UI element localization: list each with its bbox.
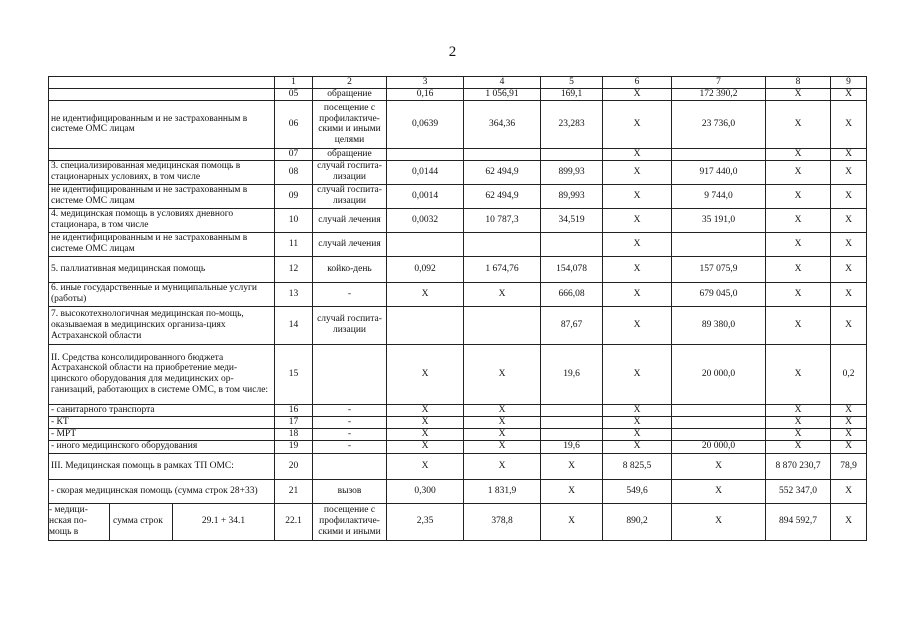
col3-cell: 0,0639 xyxy=(387,100,464,148)
row-code: 17 xyxy=(275,416,313,428)
col5-cell: 89,993 xyxy=(541,184,603,208)
col9-cell: X xyxy=(831,503,867,540)
col5-cell xyxy=(541,148,603,160)
col9-cell: X xyxy=(831,428,867,440)
row-name: II. Средства консолидированного бюджета Астраханской области на приобретение меди-цинского оборудования для медицинских ор-ганизаций, работающих в системе ОМС, в том числе: xyxy=(49,344,275,404)
table-row xyxy=(49,306,867,344)
col5-cell: 23,283 xyxy=(541,100,603,148)
col7-cell xyxy=(672,428,766,440)
table-row xyxy=(49,344,867,404)
row-name xyxy=(49,148,275,160)
col7-cell: X xyxy=(672,503,766,540)
row-name: III. Медицинская помощь в рамках ТП ОМС: xyxy=(49,453,275,479)
col6-cell: X xyxy=(603,100,672,148)
row-code: 15 xyxy=(275,344,313,404)
col8-cell: X xyxy=(766,148,831,160)
table-row xyxy=(49,232,867,256)
table-row xyxy=(49,208,867,232)
col9-cell: X xyxy=(831,404,867,416)
row-code: 19 xyxy=(275,440,313,453)
col3-cell: X xyxy=(387,453,464,479)
col6-cell: X xyxy=(603,344,672,404)
col3-cell: 0,16 xyxy=(387,89,464,101)
unit-cell: посещение с профилактиче-скими и иными xyxy=(313,503,387,540)
col3-cell: X xyxy=(387,440,464,453)
col9-cell: X xyxy=(831,148,867,160)
sub-cell-a: - медици-нская по-мощь в xyxy=(49,505,88,538)
col5-cell xyxy=(541,404,603,416)
col8-cell: X xyxy=(766,416,831,428)
col7-cell: 917 440,0 xyxy=(672,160,766,184)
row-code: 12 xyxy=(275,256,313,282)
column-header-0 xyxy=(49,77,275,89)
row-name: 5. паллиативная медицинская помощь xyxy=(49,256,275,282)
row-name: - скорая медицинская помощь (сумма строк 28+33) xyxy=(49,479,275,503)
col4-cell: 62 494,9 xyxy=(464,184,541,208)
col6-cell: X xyxy=(603,184,672,208)
col4-cell: X xyxy=(464,404,541,416)
unit-cell: койко-день xyxy=(313,256,387,282)
row-code: 06 xyxy=(275,100,313,148)
col5-cell xyxy=(541,428,603,440)
col3-cell: X xyxy=(387,344,464,404)
unit-cell: - xyxy=(313,282,387,306)
col8-cell: X xyxy=(766,344,831,404)
col7-cell: X xyxy=(672,453,766,479)
col7-cell: X xyxy=(672,479,766,503)
col7-cell: 172 390,2 xyxy=(672,89,766,101)
col9-cell: X xyxy=(831,100,867,148)
col8-cell: 8 870 230,7 xyxy=(766,453,831,479)
col7-cell: 23 736,0 xyxy=(672,100,766,148)
col4-cell: X xyxy=(464,282,541,306)
col8-cell: X xyxy=(766,184,831,208)
unit-cell: случай лечения xyxy=(313,208,387,232)
col9-cell: X xyxy=(831,232,867,256)
table-row xyxy=(49,440,867,453)
column-header-2: 2 xyxy=(313,77,387,89)
column-header-6: 6 xyxy=(603,77,672,89)
col9-cell: X xyxy=(831,306,867,344)
column-header-9: 9 xyxy=(831,77,867,89)
col9-cell: X xyxy=(831,89,867,101)
unit-cell: случай госпита-лизации xyxy=(313,160,387,184)
col8-cell: X xyxy=(766,404,831,416)
budget-table xyxy=(48,76,867,541)
col6-cell: X xyxy=(603,256,672,282)
col5-cell: 899,93 xyxy=(541,160,603,184)
unit-cell: - xyxy=(313,440,387,453)
col6-cell: 8 825,5 xyxy=(603,453,672,479)
col6-cell: X xyxy=(603,160,672,184)
col6-cell: X xyxy=(603,428,672,440)
col6-cell: X xyxy=(603,282,672,306)
col7-cell: 157 075,9 xyxy=(672,256,766,282)
col7-cell xyxy=(672,232,766,256)
col6-cell: X xyxy=(603,89,672,101)
col9-cell: X xyxy=(831,440,867,453)
col7-cell: 35 191,0 xyxy=(672,208,766,232)
col4-cell: 364,36 xyxy=(464,100,541,148)
col5-cell xyxy=(541,416,603,428)
col6-cell: X xyxy=(603,232,672,256)
row-code: 13 xyxy=(275,282,313,306)
row-code: 20 xyxy=(275,453,313,479)
col9-cell: X xyxy=(831,282,867,306)
col6-cell: X xyxy=(603,148,672,160)
col5-cell: X xyxy=(541,453,603,479)
col3-cell: X xyxy=(387,404,464,416)
table-row xyxy=(49,148,867,160)
col3-cell xyxy=(387,306,464,344)
col4-cell xyxy=(464,232,541,256)
col3-cell: X xyxy=(387,428,464,440)
col5-cell xyxy=(541,232,603,256)
col5-cell: 19,6 xyxy=(541,344,603,404)
col7-cell xyxy=(672,416,766,428)
col6-cell: X xyxy=(603,416,672,428)
col4-cell: X xyxy=(464,344,541,404)
col9-cell: 0,2 xyxy=(831,344,867,404)
col3-cell xyxy=(387,232,464,256)
row-name: 4. медицинская помощь в условиях дневного стационара, в том числе xyxy=(49,208,275,232)
row-code: 18 xyxy=(275,428,313,440)
col8-cell: X xyxy=(766,232,831,256)
col9-cell: 78,9 xyxy=(831,453,867,479)
col7-cell: 89 380,0 xyxy=(672,306,766,344)
column-header-5: 5 xyxy=(541,77,603,89)
col6-cell: X xyxy=(603,404,672,416)
row-name xyxy=(49,89,275,101)
unit-cell xyxy=(313,344,387,404)
col9-cell: X xyxy=(831,160,867,184)
unit-cell: обращение xyxy=(313,148,387,160)
table-row xyxy=(49,416,867,428)
sub-cell-b: сумма строк xyxy=(109,504,173,540)
col7-cell: 679 045,0 xyxy=(672,282,766,306)
row-name: не идентифицированным и не застрахованным в системе ОМС лицам xyxy=(49,184,275,208)
table-row xyxy=(49,428,867,440)
table-row xyxy=(49,89,867,101)
col5-cell: 154,078 xyxy=(541,256,603,282)
col3-cell: X xyxy=(387,282,464,306)
column-header-8: 8 xyxy=(766,77,831,89)
col8-cell: X xyxy=(766,89,831,101)
column-header-1: 1 xyxy=(275,77,313,89)
unit-cell: посещение с профилактиче-скими и иными целями xyxy=(313,100,387,148)
row-code: 10 xyxy=(275,208,313,232)
row-name: - МРТ xyxy=(49,428,275,440)
col4-cell: 10 787,3 xyxy=(464,208,541,232)
col9-cell: X xyxy=(831,184,867,208)
col3-cell: 0,300 xyxy=(387,479,464,503)
table-row xyxy=(49,100,867,148)
table-row xyxy=(49,160,867,184)
col4-cell: 1 056,91 xyxy=(464,89,541,101)
col5-cell: 87,67 xyxy=(541,306,603,344)
col6-cell: 890,2 xyxy=(603,503,672,540)
row-name: - санитарного транспорта xyxy=(49,404,275,416)
row-code: 08 xyxy=(275,160,313,184)
row-code: 16 xyxy=(275,404,313,416)
col8-cell: X xyxy=(766,282,831,306)
col8-cell: X xyxy=(766,160,831,184)
row-code: 11 xyxy=(275,232,313,256)
row-name: не идентифицированным и не застрахованным в системе ОМС лицам xyxy=(49,100,275,148)
col4-cell xyxy=(464,148,541,160)
row-code: 05 xyxy=(275,89,313,101)
column-header-7: 7 xyxy=(672,77,766,89)
col3-cell: 0,0032 xyxy=(387,208,464,232)
row-code: 07 xyxy=(275,148,313,160)
col5-cell: X xyxy=(541,479,603,503)
col4-cell: X xyxy=(464,440,541,453)
col7-cell xyxy=(672,404,766,416)
col7-cell: 9 744,0 xyxy=(672,184,766,208)
unit-cell: случай госпита-лизации xyxy=(313,306,387,344)
col4-cell: X xyxy=(464,416,541,428)
col6-cell: 549,6 xyxy=(603,479,672,503)
table-row xyxy=(49,184,867,208)
col9-cell: X xyxy=(831,208,867,232)
col5-cell: 34,519 xyxy=(541,208,603,232)
col7-cell: 20 000,0 xyxy=(672,440,766,453)
column-header-3: 3 xyxy=(387,77,464,89)
col4-cell xyxy=(464,306,541,344)
unit-cell: - xyxy=(313,404,387,416)
column-header-4: 4 xyxy=(464,77,541,89)
unit-cell: - xyxy=(313,428,387,440)
row-name: 7. высокотехнологичная медицинская по-мощь, оказываемая в медицинских организа-циях Астраханской области xyxy=(49,306,275,344)
row-name: 3. специализированная медицинская помощь в стационарных условиях, в том числе xyxy=(49,160,275,184)
row-code: 22.1 xyxy=(275,503,313,540)
col8-cell: X xyxy=(766,100,831,148)
col8-cell: X xyxy=(766,440,831,453)
col3-cell: 2,35 xyxy=(387,503,464,540)
unit-cell: случай госпита-лизации xyxy=(313,184,387,208)
col6-cell: X xyxy=(603,208,672,232)
col5-cell: 169,1 xyxy=(541,89,603,101)
row-code: 14 xyxy=(275,306,313,344)
col9-cell: X xyxy=(831,256,867,282)
row-name xyxy=(49,503,275,540)
col5-cell: 666,08 xyxy=(541,282,603,306)
sub-cell-c: 29.1 + 34.1 xyxy=(201,516,246,527)
table-row xyxy=(49,282,867,306)
row-name: - КТ xyxy=(49,416,275,428)
unit-cell: случай лечения xyxy=(313,232,387,256)
col8-cell: 552 347,0 xyxy=(766,479,831,503)
page-number: 2 xyxy=(448,44,457,60)
row-code: 09 xyxy=(275,184,313,208)
table-row xyxy=(49,503,867,540)
col9-cell: X xyxy=(831,416,867,428)
table-row xyxy=(49,453,867,479)
col4-cell: X xyxy=(464,453,541,479)
col3-cell: X xyxy=(387,416,464,428)
col3-cell: 0,092 xyxy=(387,256,464,282)
row-name: не идентифицированным и не застрахованным в системе ОМС лицам xyxy=(49,232,275,256)
col4-cell: 378,8 xyxy=(464,503,541,540)
row-name: - иного медицинского оборудования xyxy=(49,440,275,453)
row-code: 21 xyxy=(275,479,313,503)
table-header-row xyxy=(49,77,867,89)
col7-cell: 20 000,0 xyxy=(672,344,766,404)
unit-cell: - xyxy=(313,416,387,428)
row-name: 6. иные государственные и муниципальные услуги (работы) xyxy=(49,282,275,306)
col3-cell: 0,0144 xyxy=(387,160,464,184)
col8-cell: X xyxy=(766,306,831,344)
col9-cell: X xyxy=(831,479,867,503)
col4-cell: X xyxy=(464,428,541,440)
col8-cell: X xyxy=(766,208,831,232)
table-row xyxy=(49,479,867,503)
col4-cell: 1 674,76 xyxy=(464,256,541,282)
col3-cell xyxy=(387,148,464,160)
col8-cell: X xyxy=(766,256,831,282)
col4-cell: 62 494,9 xyxy=(464,160,541,184)
table-row xyxy=(49,256,867,282)
col4-cell: 1 831,9 xyxy=(464,479,541,503)
col8-cell: 894 592,7 xyxy=(766,503,831,540)
col7-cell xyxy=(672,148,766,160)
unit-cell: обращение xyxy=(313,89,387,101)
col5-cell: 19,6 xyxy=(541,440,603,453)
col3-cell: 0,0014 xyxy=(387,184,464,208)
table-row xyxy=(49,404,867,416)
col5-cell: X xyxy=(541,503,603,540)
col6-cell: X xyxy=(603,306,672,344)
unit-cell xyxy=(313,453,387,479)
col8-cell: X xyxy=(766,428,831,440)
unit-cell: вызов xyxy=(313,479,387,503)
col6-cell: X xyxy=(603,440,672,453)
